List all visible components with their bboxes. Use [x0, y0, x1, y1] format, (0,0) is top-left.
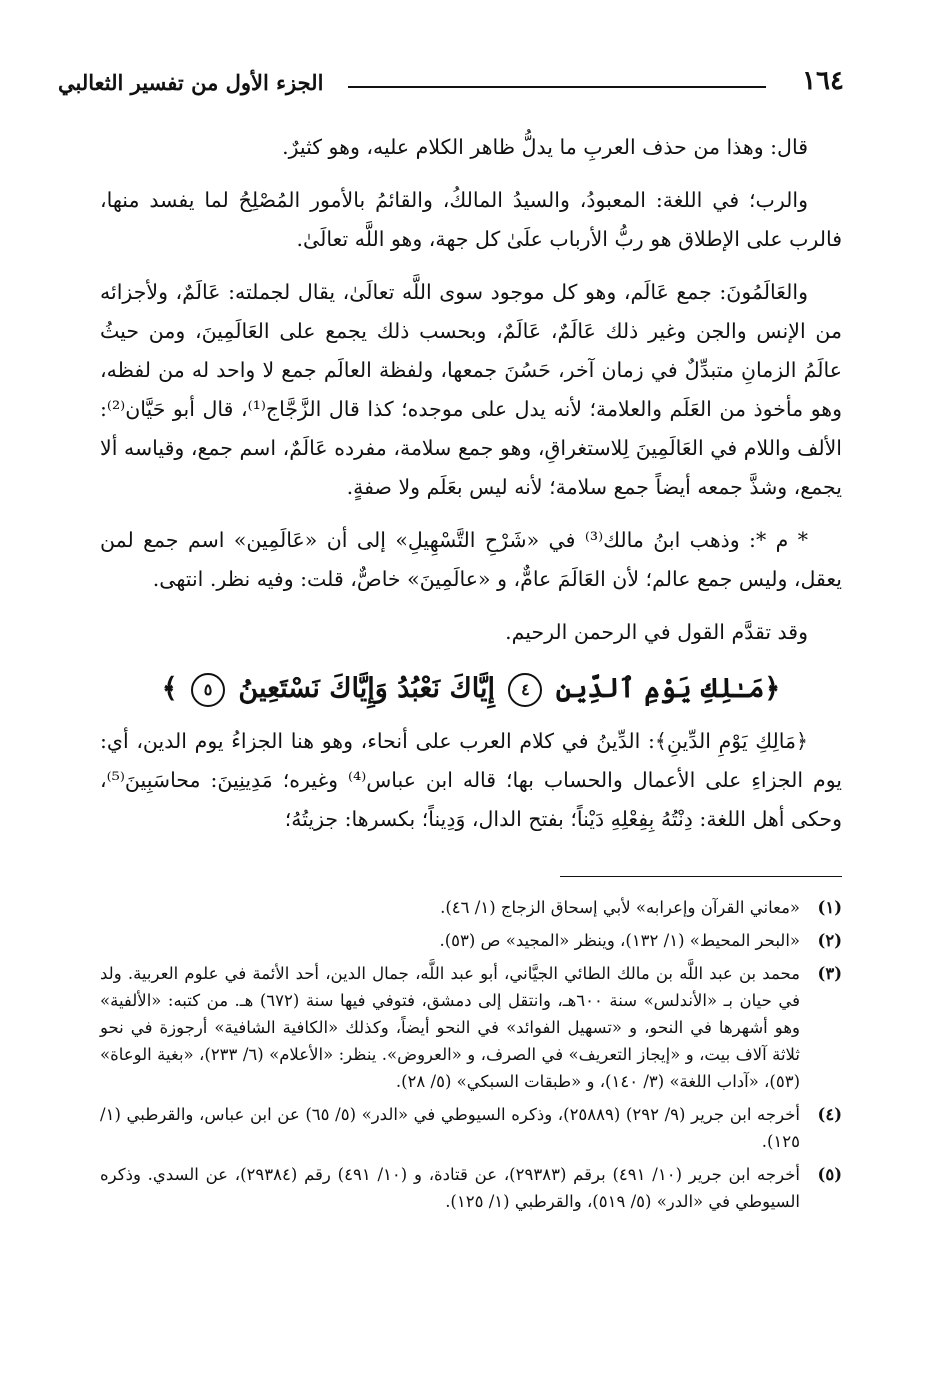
- verse-text: ﴿مَـٰلِكِ يَوْمِ ٱلدِّينِ: [555, 673, 781, 704]
- footnote: [100, 960, 842, 1095]
- verse-number-marker: ٥: [191, 673, 225, 707]
- footnotes: [100, 894, 842, 1221]
- footnote-number: (٣): [817, 964, 842, 983]
- verse-number-marker: ٤: [508, 673, 542, 707]
- footnote: [100, 927, 842, 954]
- page-number: ١٦٤: [802, 66, 844, 96]
- footnote-text: «البحر المحيط» (١/ ١٣٢)، وينظر «المجيد» ص (٥٣).: [439, 931, 800, 950]
- paragraph: * م *: وذهب ابنُ مالك⁽³⁾ في «شَرْحِ التَّسْهِيلِ» إلى أن «عَالَمِين» اسم جمع لمن يعقل، وليس جمع عالم؛ لأن العَالَمَ عامٌّ، و «عالَمِينَ» خاصٌّ، قلت: وفيه نظر. انتهى.: [100, 528, 842, 591]
- paragraph: وقد تقدَّم القول في الرحمن الرحيم.: [505, 620, 808, 644]
- main-text: [100, 128, 842, 853]
- paragraph: والرب؛ في اللغة: المعبودُ، والسيدُ المالكُ، والقائمُ بالأمور المُصْلِحُ لما يفسد منها، فالرب على الإطلاق هو ربُّ الأرباب علَىٰ كل جهة، وهو اللَّه تعالَىٰ.: [100, 188, 842, 251]
- paragraph: قال: وهذا من حذف العربِ ما يدلُّ ظاهر الكلام عليه، وهو كثيرٌ.: [282, 135, 808, 159]
- running-title: الجزء الأول من تفسير الثعالبي: [58, 70, 324, 95]
- footnote-number: (١): [817, 898, 842, 917]
- footnote-number: (٢): [817, 931, 842, 950]
- paragraph: ﴿مَالِكِ يَوْمِ الدِّينِ﴾: الدِّينُ في كلام العرب على أنحاء، وهو هنا الجزاءُ يوم الدين، أي: يوم الجزاءِ على الأعمال والحساب بها؛ قاله ابن عباس⁽⁴⁾ وغيره؛ مَدِينِينَ: محاسَبِينَ⁽⁵⁾، وحكى أهل اللغة: دِنْتُهُ بِفِعْلِهِ دَيْناً؛ بفتح الدال، وَدِيناً؛ بكسرها: جزيتُهُ؛: [100, 729, 842, 831]
- paragraph: والعَالَمُونَ: جمع عَالَم، وهو كل موجود سوى اللَّه تعالَىٰ، يقال لجملته: عَالَمٌ، ولأجزائه من الإنس والجن وغير ذلك عَالَمٌ، عَالَمٌ، وبحسب ذلك يجمع على العَالَمِينَ، ومن حيثُ عالَمُ الزمانِ متبدِّلٌ في زمان آخر، حَسُنَ جمعها، ولفظة العالَم جمع لا واحد له من لفظه، وهو مأخوذ من العَلَم والعلامة؛ لأنه يدل على موجده؛ كذا قال الزَّجَّاج⁽¹⁾، قال أبو حَيَّان⁽²⁾: الألف واللام في العَالَمِينَ لِلاستغراقِ، وهو جمع سلامة، مفرده عَالَمٌ، اسم جمع، وقياسه ألا يجمع، وشذَّ جمعه أيضاً جمع سلامة؛ لأنه ليس بعَلَم ولا صفةٍ.: [100, 280, 843, 499]
- footnote-separator: [560, 876, 842, 877]
- header-rule: [348, 86, 766, 88]
- quran-verse: [100, 666, 842, 712]
- footnote-number: (٥): [817, 1165, 842, 1184]
- footnote: [100, 894, 842, 921]
- footnote-text: أخرجه ابن جرير (٩/ ٢٩٢) (٢٥٨٨٩)، وذكره السيوطي في «الدر» (٥/ ٦٥) عن ابن عباس، والقرطبي (١/ ١٢٥).: [100, 1105, 800, 1151]
- footnote: [100, 1101, 842, 1155]
- footnote-number: (٤): [817, 1105, 842, 1124]
- footnote-text: أخرجه ابن جرير (١٠/ ٤٩١) برقم (٢٩٣٨٣)، عن قتادة، و (١٠/ ٤٩١) رقم (٢٩٣٨٤)، عن السدي. وذكره السيوطي في «الدر» (٥/ ٥١٩)، والقرطبي (١/ ١٢٥).: [100, 1165, 800, 1211]
- footnote-text: محمد بن عبد اللَّه بن مالك الطائي الجيَّاني، أبو عبد اللَّه، جمال الدين، أحد الأئمة في علوم العربية. ولد في حيان بـ «الأندلس» سنة ٦٠٠هـ، وانتقل إلى دمشق، فتوفي فيها سنة (٦٧٢) هـ. من كتبه: «الألفية» وهو أشهرها في النحو، و «تسهيل الفوائد» في النحو أيضاً، وكذلك «الكافية الشافية» أرجوزة في نحو ثلاثة آلاف بيت، و «إيجاز التعريف» في الصرف، و «العروض». ينظر: «الأعلام» (٦/ ٢٣٣)، «بغية الوعاة» (٥٣)، «آداب اللغة» (٣/ ١٤٠)، و «طبقات السبكي» (٥/ ٢٨).: [100, 964, 801, 1091]
- verse-bracket: ﴾: [161, 673, 178, 704]
- page-header: [58, 62, 844, 112]
- verse-text: إِيَّاكَ نَعْبُدُ وَإِيَّاكَ نَسْتَعِينُ: [238, 673, 495, 704]
- footnote: [100, 1161, 842, 1215]
- footnote-text: «معاني القرآن وإعرابه» لأبي إسحاق الزجاج (١/ ٤٦).: [440, 898, 800, 917]
